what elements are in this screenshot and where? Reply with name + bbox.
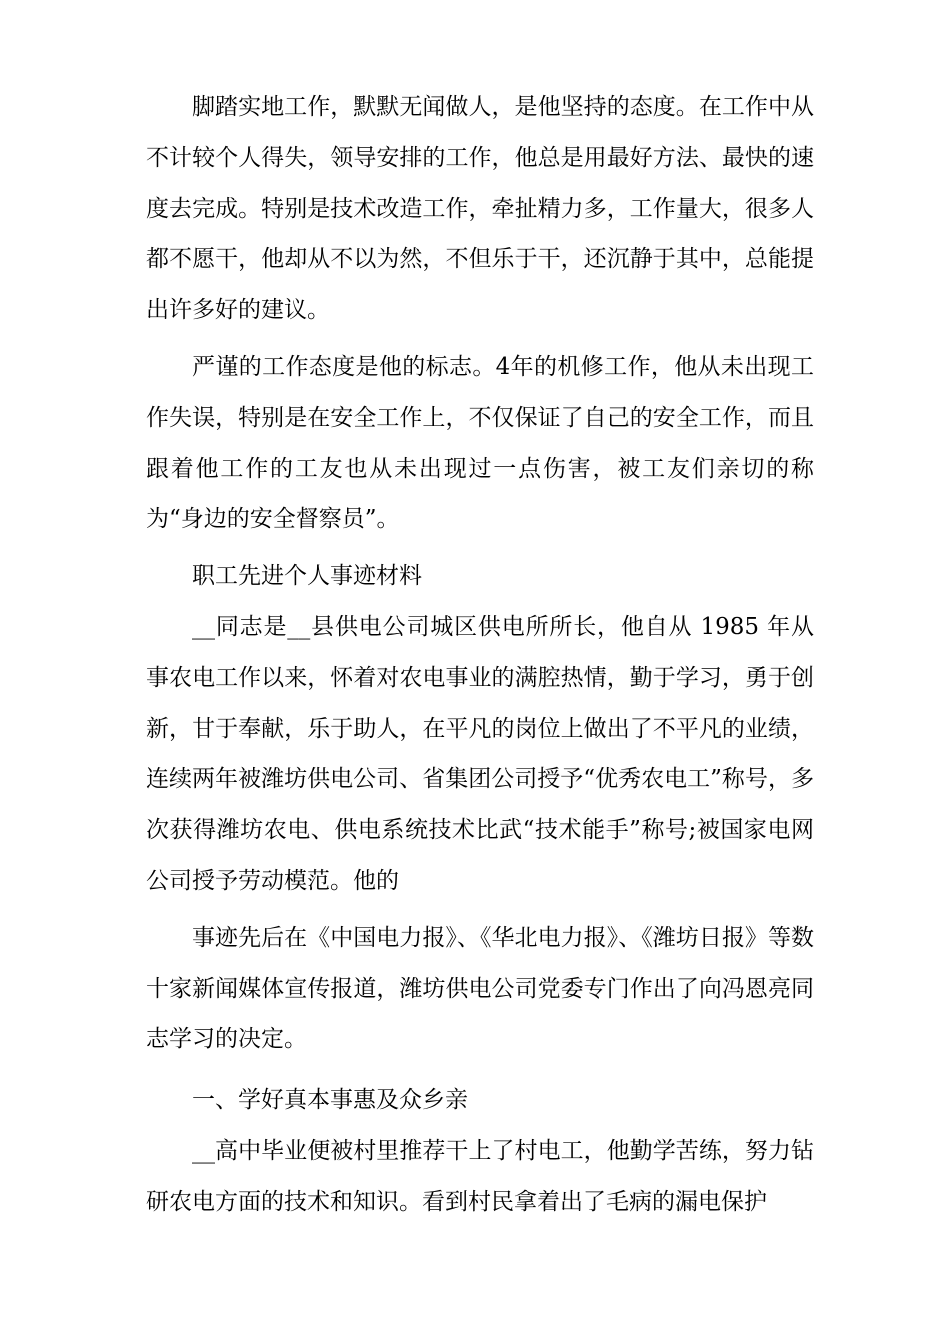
paragraph-electrician-story: __高中毕业便被村里推荐干上了村电工，他勤学苦练，努力钻研农电方面的技术和知识。看到村民拿着出了毛病的漏电保护 [146,1137,814,1215]
subsection-heading: 一、学好真本事惠及众乡亲 [192,1087,468,1114]
section-title: 职工先进个人事迹材料 [192,563,422,590]
paragraph-introduction: __同志是__县供电公司城区供电所所长，他自从 1985 年从事农电工作以来，怀着对农电事业的满腔热情，勤于学习，勇于创新，甘于奉献，乐于助人，在平凡的岗位上做出了不平凡的业绩，连续两年被潍坊供电公司、省集团公司授予“优秀农电工”称号，多次获得潍坊农电、供电系统技术比武“技术能手”称号;被国家电网公司授予劳动模范。他的 [146,613,814,894]
document-page [146,82,814,1228]
paragraph-rigorous-attitude: 严谨的工作态度是他的标志。4年的机修工作，他从未出现工作失误，特别是在安全工作上，不仅保证了自己的安全工作，而且跟着他工作的工友也从未出现过一点伤害，被工友们亲切的称为“身边的安全督察员”。 [146,353,814,533]
paragraph-media-reports: 事迹先后在《中国电力报》、《华北电力报》、《潍坊日报》等数十家新闻媒体宣传报道，潍坊供电公司党委专门作出了向冯恩亮同志学习的决定。 [146,924,814,1053]
paragraph-work-attitude: 脚踏实地工作，默默无闻做人，是他坚持的态度。在工作中从不计较个人得失，领导安排的工作，他总是用最好方法、最快的速度去完成。特别是技术改造工作，牵扯精力多，工作量大，很多人都不愿干，他却从不以为然，不但乐于干，还沉静于其中，总能提出许多好的建议。 [146,94,814,324]
